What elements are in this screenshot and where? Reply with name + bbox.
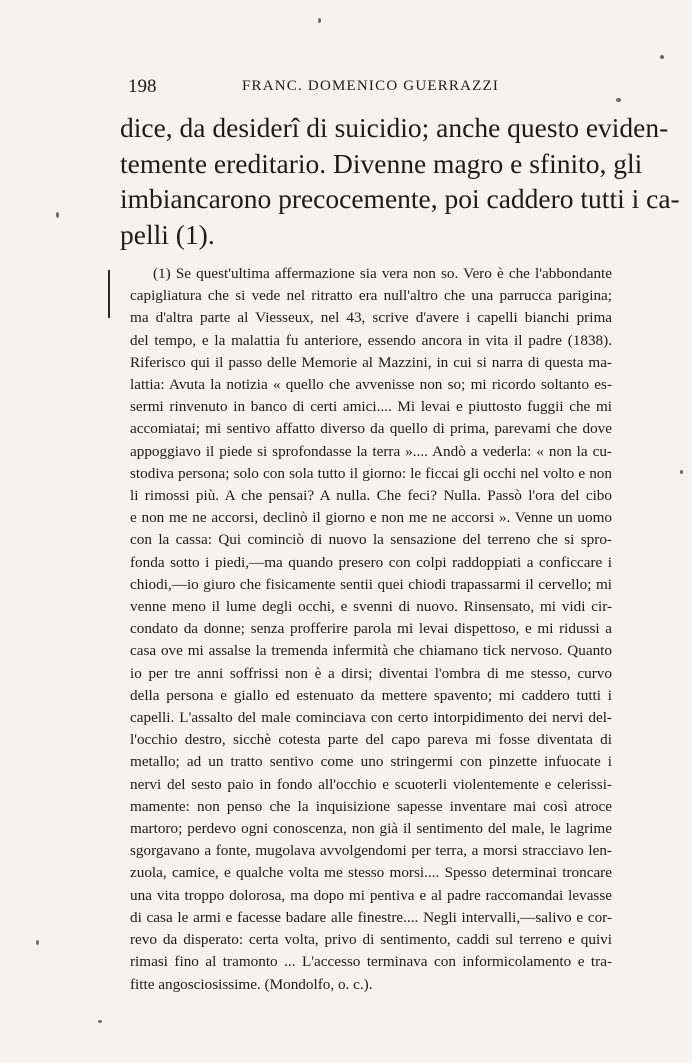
scan-speck [616,98,621,102]
footnote-line: condato da donne; senza profferire parola mi levai dispettoso, e mi ridussi a [130,620,612,638]
footnote-line: nervi del sesto paio in fondo all'occhio e scuoterli violentemente e celerissi- [130,775,612,793]
running-title: FRANC. DOMENICO GUERRAZZI [242,78,500,94]
footnote-line: capigliatura che si vede nel ritratto era null'altro che una parrucca parigina; [130,287,612,305]
footnote-line: Riferisco qui il passo delle Memorie al Mazzini, in cui si narra di questa ma- [130,353,612,371]
footnote-line: rimasi fino al tramonto ... L'accesso terminava con informicolamento e tra- [130,953,612,971]
margin-mark [108,270,110,318]
footnote-line: venne meno il lume degli occhi, e svenni di nuovo. Rinsensato, mi vidi cir- [130,598,612,616]
footnote-line: io per tre anni soffrissi non è a dirsi; diventai l'ombra di me stesso, curvo [130,664,612,682]
footnote-line: sgorgavano a fonte, mugolava avvolgendomi per terra, a morsi stracciavo len- [130,842,612,860]
footnote-line: mamente: non penso che la inquisizione sapesse inventare mai così atroce [130,797,612,815]
footnote-line: con la cassa: Qui cominciò di nuovo la sensazione del terreno che si spro- [130,531,612,549]
scan-speck [660,55,664,59]
footnote [130,263,612,996]
footnote-line: zuola, camice, e qualche volta me stesso morsi.... Spesso determinai troncare [130,864,612,882]
footnote-line: chiodi,—io giuro che fisicamente sentii quei chiodi trapassarmi il cervello; mi [130,575,612,593]
footnote-line: della persona e giallo ed estenuato da mettere spavento; mi caddero tutti i [130,686,612,704]
footnote-line: metallo; ad un tratto sentivo come uno stringermi con pinzette infuocate i [130,753,612,771]
footnote-line: sermi rinvenuto in banco di certi amici.... Mi levai e piuttosto fuggii che mi [130,398,612,416]
footnote-line: del tempo, e la malattia fu anteriore, essendo ancora in vita il padre (1838). [130,331,612,349]
running-head [128,76,628,96]
footnote-line: e non me ne accorsi, declinò il giorno e non me ne accorsi ». Venne un uomo [130,509,612,527]
footnote-line: ma d'altra parte al Viesseux, nel 43, scrive d'avere i capelli bianchi prima [130,309,612,327]
footnote-line: (1) Se quest'ultima affermazione sia vera non so. Vero è che l'abbondante [153,265,612,282]
footnote-line: lattia: Avuta la notizia « quello che avvenisse non so; mi ricordo soltanto es- [130,376,612,394]
scan-speck [98,1020,102,1023]
footnote-line: accomiatai; mi sentivo affatto diverso da quello di prima, parevami che dove [130,420,612,438]
footnote-line: stodiva persona; solo con sola tutto il giorno: le ficcai gli occhi nel volto e non [130,464,612,482]
footnote-line: revo da disperato: certa volta, privo di sentimento, caddi sul terreno e quivi [130,931,612,949]
scan-speck [318,18,321,23]
scan-speck [56,212,59,218]
body-line: temente ereditario. Divenne magro e sfinito, gli [120,147,643,179]
footnote-line: fitte angosciosissime. (Mondolfo, o. c.). [130,975,373,993]
scan-speck [36,940,39,945]
footnote-line: casa ove mi assalse la tremenda infermità che chiamano tick nervoso. Quanto [130,642,612,660]
footnote-line: li rimossi più. A che pensai? A nulla. Che feci? Nulla. Passò l'ora del cibo [130,487,612,505]
footnote-line: capelli. L'assalto del male cominciava con certo intorpidimento dei nervi del- [130,709,612,727]
body-text [120,110,680,252]
page-number: 198 [128,76,157,97]
footnote-line: di casa le armi e facesse badare alle finestre.... Negli intervalli,—salivo e cor- [130,908,612,926]
footnote-line: fonda sotto i piedi,—ma quando presero con colpi raddoppiati a conficcare i [130,553,612,571]
scan-speck [680,470,683,474]
footnote-line: una vita troppo dolorosa, ma dopo mi pentiva e al padre raccomandai levasse [130,886,612,904]
footnote-line: martoro; perdevo ogni conoscenza, non già il sentimento del male, le lagrime [130,820,612,838]
body-line: imbiancarono precocemente, poi caddero tutti i ca- [120,183,680,214]
footnote-line: appoggiavo il piede si sprofondasse la terra ».... Andò a vederla: « non la cu- [130,442,612,460]
footnote-line: l'occhio destro, sicchè cotesta parte del capo pareva mi fosse diventata di [130,731,612,749]
body-line: dice, da desiderî di suicidio; anche questo eviden- [120,112,669,143]
body-line: pelli (1). [120,218,215,250]
